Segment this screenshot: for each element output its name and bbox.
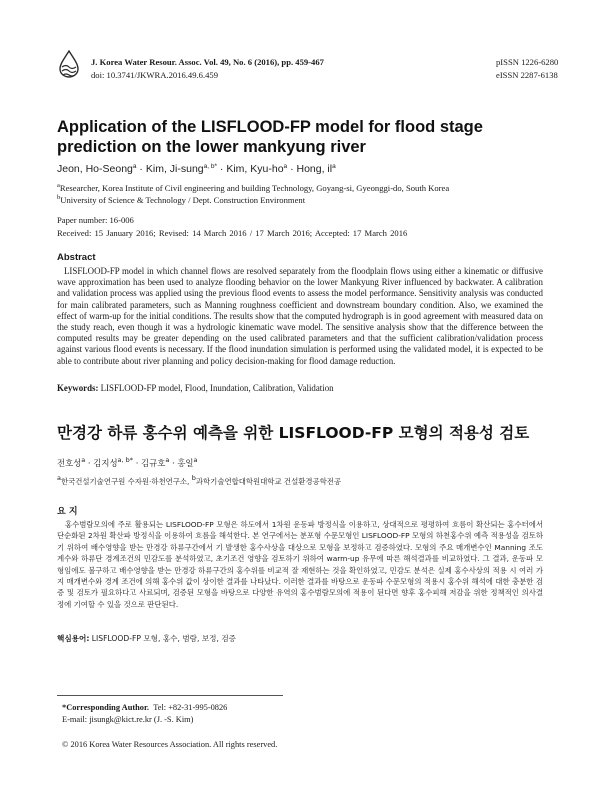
pissn: pISSN 1226-6280 [496,57,559,67]
author-name: Kim, Kyu-ho [226,163,284,175]
abstract-heading: Abstract [57,252,96,263]
received-dates: Received: 15 January 2016; Revised: 14 March 2016 / 17 March 2016; Accepted: 17 March 2016 [57,228,408,238]
eissn: eISSN 2287-6138 [496,70,558,80]
author-name-ko: 김지성 [93,458,118,468]
author-sup: a [193,456,198,464]
affiliation-text-ko: 과학기술연합대학원대학교 건설환경공학전공 [195,477,342,486]
author-name-ko: 김규호 [141,458,166,468]
affiliation-text: Researcher, Korea Institute of Civil engineering and building Technology, Goyang-si, Gyeonggi-do, South Korea [59,183,450,193]
abstract-ko-heading: 요 지 [57,507,78,517]
keywords-ko [57,633,236,644]
corresponding-author [62,702,227,726]
corresponding-label: *Corresponding Author. [62,703,150,712]
affiliation-text-ko: 한국건설기술연구원 수자원·하천연구소, [60,477,192,486]
author-sup: a, b* [203,163,217,170]
paper-number: Paper number: 16-006 [57,215,134,225]
author-sup: a, b* [117,456,134,464]
paper-title-ko: 만경강 하류 홍수위 예측을 위한 LISFLOOD-FP 모형의 적용성 검토 [57,424,530,442]
keywords-label: Keywords: [57,383,99,393]
authors-en [57,163,336,175]
author-name: Hong, il [296,163,333,175]
author-separator: · [133,458,142,468]
journal-header [91,56,324,82]
corresponding-tel: Tel: +82-31-995-0826 [153,703,228,712]
affiliations-ko [57,474,341,487]
author-sup: a [132,163,137,170]
author-sup: a [332,163,336,170]
author-separator: · [136,163,146,175]
keywords-text: LISFLOOD-FP model, Flood, Inundation, Calibration, Validation [100,383,334,393]
affiliation-text: University of Science & Technology / Dept. Construction Environment [60,195,306,205]
author-name: Kim, Ji-sung [145,163,204,175]
copyright-notice: © 2016 Korea Water Resources Association. All rights reserved. [62,740,278,749]
author-separator: · [287,163,297,175]
author-name-ko: 홍일 [177,458,194,468]
keywords-ko-text: LISFLOOD-FP 모형, 홍수, 범람, 보정, 검증 [89,634,236,643]
keywords-en [57,383,334,393]
paper-title-en: Application of the LISFLOOD-FP model for flood stage prediction on the lower mankyung river [57,118,483,156]
author-separator: · [217,163,227,175]
affiliation-b [57,192,305,206]
author-separator: · [85,458,94,468]
affiliation-sup: a [57,182,60,189]
keywords-ko-label: 핵심용어: [57,634,90,643]
authors-ko [57,456,197,469]
journal-logo-icon [57,50,81,78]
journal-citation: J. Korea Water Resour. Assoc. Vol. 49, No. 6 (2016), pp. 459-467 [91,57,324,67]
author-sup: a [165,456,170,464]
affiliation-sup: b [57,194,61,201]
author-name-ko: 전호성 [57,458,82,468]
author-sup: a [81,456,86,464]
author-sup: a [283,163,288,170]
issn-block [496,56,558,82]
footnote-divider [57,695,283,696]
doi-link[interactable]: doi: 10.3741/JKWRA.2016.49.6.459 [91,70,218,80]
corresponding-email[interactable]: E-mail: jisungk@kict.re.kr (J. -S. Kim) [62,715,194,724]
affiliation-sup: a [57,474,61,482]
author-separator: · [169,458,178,468]
abstract-ko: 홍수범람모의에 주로 활용되는 LISFLOOD-FP 모형은 하도에서 1차원 운동파 방정식을 이용하고, 상대적으로 평평하여 흐름이 확산되는 홍수터에서 단순화된 2차원 확산파 방정식을 이용하여 흐름을 해석한다. 본 연구에서는 분포형 수문모형인 LISFLOOD-FP 모형의 하천홍수위 예측 적용성을 검토하기 위하여 배수영향을 받는 만경강 하류구간에서 기 발생한 홍수사상을 대상으로 모형을 보정하고 검증하였다. 모형의 주요 매개변수인 Manning 조도계수와 하류단 경계조건의 민감도를 분석하였고, 초기조건 영향을 검토하기 위하여 warm-up 유무에 따른 해석결과를 비교하였다. 그 결과, 운동파 모형임에도 불구하고 배수영향을 받는 만경강 하류구간의 홍수위를 비교적 잘 재현하는 것을 확인하였고, 민감도 분석은 실제 홍수사상의 적용 시 여러 가지 매개변수와 경계 조건에 의해 홍수위 값이 상이한 결과를 나타났다. 이러한 결과를 바탕으로 운동파 수문모형의 적용시 홍수위 해석에 대한 충분한 검증 및 검토가 필요하다고 사료되며, 검증된 모형을 바탕으로 다양한 유역의 홍수범람모의에 적용이 된다면 향후 홍수피해 저감을 위한 정책적인 의사결정에 기여할 수 있을 것으로 판단된다. [57,520,543,609]
author-name: Jeon, Ho-Seong [57,163,133,175]
affiliation-sup: b [191,474,196,482]
abstract-en: LISFLOOD-FP model in which channel flows are resolved separately from the floodplain flows using either a kinematic or diffusive wave approximation has been used to analyze flooding behavior on the lower Mankyung River influenced by backwater. A calibration and validation process was applied using the previous flood events to assess the model performance. Sensitivity analysis was conducted for main calibrated parameters, such as Manning roughness coefficient and downstream boundary condition. Also, we examined the effect of warm-up for the initial conditions. The results show that the computed hydrograph is in good agreement with measured data on the study reach, even though it was a hydrologic kinematic wave model. The sensitive analysis show that the difference between the computed results may be greater depending on the used calibrated parameters and that the sufficient calibration/validation process against various flood events is necessary. If the flood inundation simulation is performed using the validated model, it is expected to be able to contribute about river planning and policy decision-making for flood damage reduction. [57,266,543,366]
